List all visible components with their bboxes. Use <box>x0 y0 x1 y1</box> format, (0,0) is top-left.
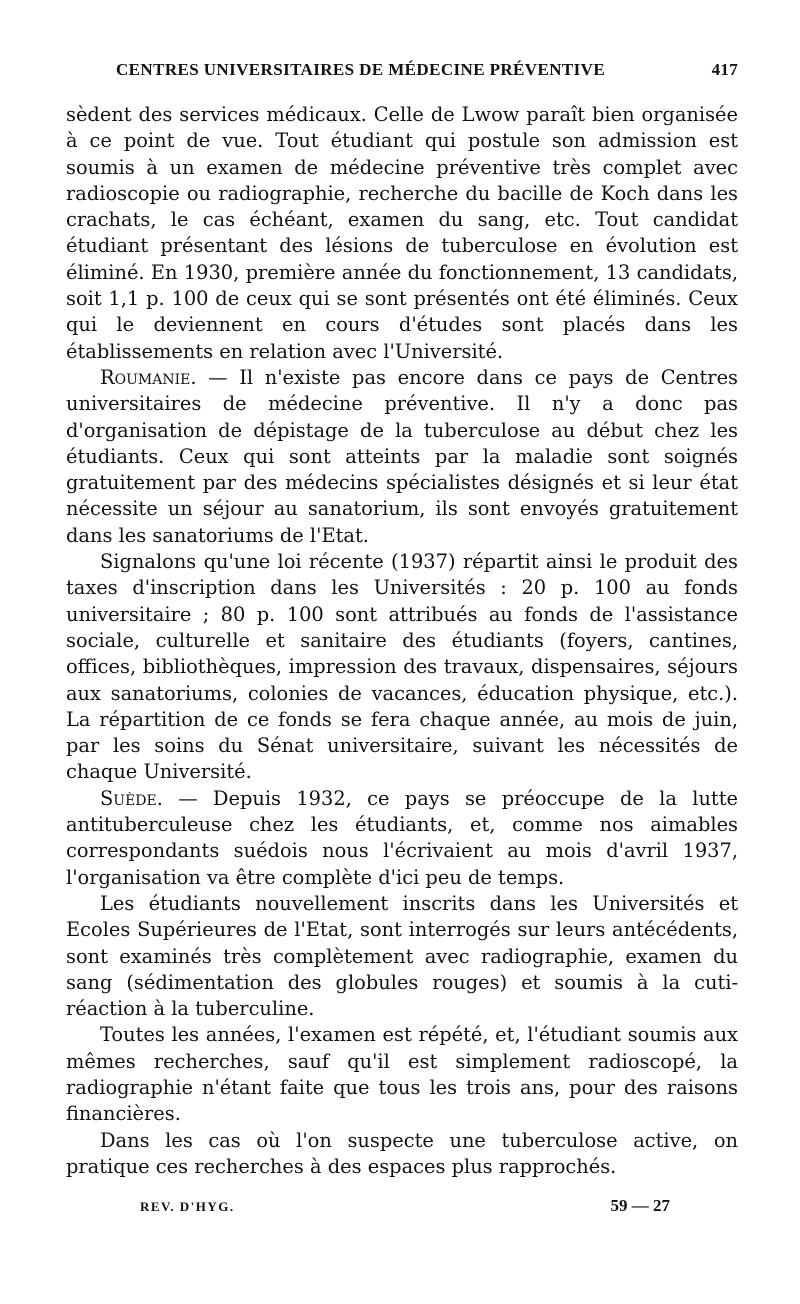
paragraph-text: — Il n'existe pas encore dans ce pays de Centres universitaires de médecine préventive. Il n'y a donc pas d'organisation de dépistage de la tuberculose au début chez les étudiants. Ceux qui sont atteints par la maladie sont soignés gratuitement par des médecins spécialistes désignés et si leur état nécessite un séjour au sanatorium, ils sont envoyés gratuitement dans les sanatoriums de l'Etat. <box>66 365 738 547</box>
page <box>66 60 738 1180</box>
paragraph-text: Dans les cas où l'on suspecte une tuberculose active, on pratique ces recherches à des espaces plus rapprochés. <box>66 1128 738 1178</box>
section-lead-suede: Suède. <box>100 786 163 810</box>
page-number: 417 <box>711 60 738 79</box>
paragraph-lwow <box>66 102 738 365</box>
paragraph-tuberculose-active <box>66 1128 738 1181</box>
journal-abbreviation: REV. D'HYG. <box>140 1199 235 1214</box>
paragraph-text: Toutes les années, l'examen est répété, et, l'étudiant soumis aux mêmes recherches, sauf qu'il est simplement radioscopé, la radiographie n'étant faite que tous les trois ans, pour des raisons financières. <box>66 1023 738 1126</box>
paragraph-loi-1937 <box>66 549 738 786</box>
paragraph-text: Les étudiants nouvellement inscrits dans les Universités et Ecoles Supérieures de l'Etat, sont interrogés sur leurs antécédents, sont examinés très complètement avec radiographie, examen du sang (sédimentation des globules rouges) et soumis à la cuti-réaction à la tuberculine. <box>66 891 738 1021</box>
section-lead-roumanie: Roumanie. <box>100 365 197 389</box>
running-title: CENTRES UNIVERSITAIRES DE MÉDECINE PRÉVENTIVE <box>116 60 606 79</box>
running-head <box>66 60 738 80</box>
page-footer <box>70 1196 670 1216</box>
paragraph-text: Signalons qu'une loi récente (1937) répartit ainsi le produit des taxes d'inscription dans les Universités : 20 p. 100 au fonds universitaire ; 80 p. 100 sont attribués au fonds de l'assistance sociale, culturelle et sanitaire des étudiants (foyers, cantines, offices, bibliothèques, impression des travaux, dispensaires, séjours aux sanatoriums, colonies de vacances, éducation physique, etc.). La répartition de ce fonds se fera chaque année, au mois de juin, par les soins du Sénat universitaire, suivant les nécessités de chaque Université. <box>66 550 738 784</box>
body-text <box>66 102 738 1180</box>
paragraph-text: sèdent des services médicaux. Celle de Lwow paraît bien organisée à ce point de vue. Tout étudiant qui postule son admission est soumis à un examen de médecine préventive très complet avec radioscopie ou radiographie, recherche du bacille de Koch dans les crachats, le cas échéant, examen du sang, etc. Tout candidat étudiant présentant des lésions de tuberculose en évolution est éliminé. En 1930, première année du fonctionnement, 13 candidats, soit 1,1 p. 100 de ceux qui se sont présentés ont été éliminés. Ceux qui le deviennent en cours d'études sont placés dans les établissements en relation avec l'Université. <box>66 103 738 363</box>
printer-signature: 59 — 27 <box>610 1196 670 1215</box>
paragraph-suede <box>66 786 738 891</box>
paragraph-roumanie <box>66 365 738 549</box>
paragraph-examen-annuel <box>66 1022 738 1127</box>
paragraph-text: — Depuis 1932, ce pays se préoccupe de la lutte antituberculeuse chez les étudiants, et, comme nos aimables correspondants suédois nous l'écrivaient au mois d'avril 1937, l'organisation va être complète d'ici peu de temps. <box>66 786 738 889</box>
paragraph-nouveaux-inscrits <box>66 891 738 1022</box>
